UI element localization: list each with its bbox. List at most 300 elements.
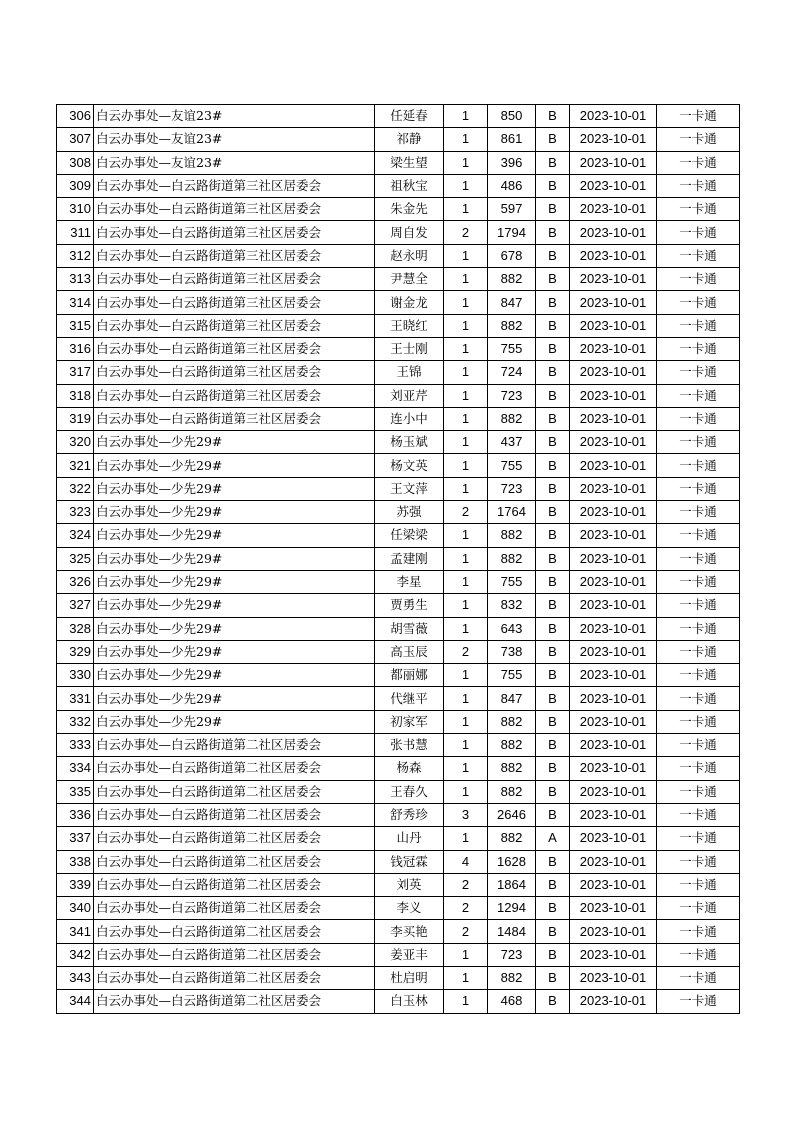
table-row [57, 268, 740, 291]
household-count-cell: 3 [444, 803, 488, 826]
address-cell: 白云办事处—少先29# [94, 501, 375, 524]
amount-cell: 882 [488, 966, 536, 989]
row-number: 340 [57, 897, 94, 920]
date-cell: 2023-10-01 [570, 734, 657, 757]
amount-cell: 882 [488, 734, 536, 757]
table-row [57, 384, 740, 407]
amount-cell: 861 [488, 128, 536, 151]
category-cell: B [536, 128, 570, 151]
household-count-cell: 2 [444, 920, 488, 943]
name-cell: 舒秀珍 [375, 803, 444, 826]
name-cell: 王晓红 [375, 314, 444, 337]
table-row [57, 524, 740, 547]
row-number: 328 [57, 617, 94, 640]
household-count-cell: 1 [444, 594, 488, 617]
table-row [57, 547, 740, 570]
table-row [57, 501, 740, 524]
date-cell: 2023-10-01 [570, 268, 657, 291]
category-cell: B [536, 920, 570, 943]
address-cell: 白云办事处—白云路街道第三社区居委会 [94, 268, 375, 291]
amount-cell: 882 [488, 268, 536, 291]
table-row [57, 780, 740, 803]
category-cell: B [536, 570, 570, 593]
date-cell: 2023-10-01 [570, 570, 657, 593]
row-number: 335 [57, 780, 94, 803]
category-cell: B [536, 314, 570, 337]
table-row [57, 570, 740, 593]
row-number: 307 [57, 128, 94, 151]
row-number: 341 [57, 920, 94, 943]
payment-method-cell: 一卡通 [657, 827, 740, 850]
name-cell: 孟建刚 [375, 547, 444, 570]
address-cell: 白云办事处—白云路街道第三社区居委会 [94, 384, 375, 407]
table-row [57, 920, 740, 943]
household-count-cell: 1 [444, 361, 488, 384]
household-count-cell: 1 [444, 734, 488, 757]
payment-method-cell: 一卡通 [657, 966, 740, 989]
amount-cell: 755 [488, 664, 536, 687]
row-number: 334 [57, 757, 94, 780]
date-cell: 2023-10-01 [570, 710, 657, 733]
amount-cell: 597 [488, 198, 536, 221]
address-cell: 白云办事处—白云路街道第三社区居委会 [94, 407, 375, 430]
table-row [57, 710, 740, 733]
table-row [57, 827, 740, 850]
table-row [57, 221, 740, 244]
category-cell: B [536, 873, 570, 896]
amount-cell: 1794 [488, 221, 536, 244]
payment-method-cell: 一卡通 [657, 314, 740, 337]
row-number: 320 [57, 431, 94, 454]
household-count-cell: 1 [444, 943, 488, 966]
name-cell: 连小中 [375, 407, 444, 430]
name-cell: 梁生望 [375, 151, 444, 174]
category-cell: B [536, 268, 570, 291]
amount-cell: 755 [488, 337, 536, 360]
household-count-cell: 1 [444, 268, 488, 291]
row-number: 319 [57, 407, 94, 430]
amount-cell: 755 [488, 570, 536, 593]
row-number: 333 [57, 734, 94, 757]
date-cell: 2023-10-01 [570, 151, 657, 174]
table-row [57, 664, 740, 687]
table-row [57, 454, 740, 477]
date-cell: 2023-10-01 [570, 501, 657, 524]
payment-method-cell: 一卡通 [657, 780, 740, 803]
date-cell: 2023-10-01 [570, 477, 657, 500]
row-number: 337 [57, 827, 94, 850]
payment-method-cell: 一卡通 [657, 943, 740, 966]
name-cell: 朱金先 [375, 198, 444, 221]
payment-method-cell: 一卡通 [657, 687, 740, 710]
payment-method-cell: 一卡通 [657, 361, 740, 384]
date-cell: 2023-10-01 [570, 314, 657, 337]
address-cell: 白云办事处—白云路街道第三社区居委会 [94, 221, 375, 244]
row-number: 344 [57, 990, 94, 1013]
address-cell: 白云办事处—白云路街道第二社区居委会 [94, 757, 375, 780]
name-cell: 钱冠霖 [375, 850, 444, 873]
payment-method-cell: 一卡通 [657, 198, 740, 221]
household-count-cell: 1 [444, 151, 488, 174]
payment-method-cell: 一卡通 [657, 897, 740, 920]
payment-method-cell: 一卡通 [657, 524, 740, 547]
payment-method-cell: 一卡通 [657, 710, 740, 733]
row-number: 343 [57, 966, 94, 989]
date-cell: 2023-10-01 [570, 687, 657, 710]
row-number: 336 [57, 803, 94, 826]
household-count-cell: 1 [444, 966, 488, 989]
table-row [57, 803, 740, 826]
address-cell: 白云办事处—白云路街道第二社区居委会 [94, 920, 375, 943]
date-cell: 2023-10-01 [570, 594, 657, 617]
household-count-cell: 1 [444, 664, 488, 687]
row-number: 338 [57, 850, 94, 873]
payment-method-cell: 一卡通 [657, 454, 740, 477]
household-count-cell: 1 [444, 337, 488, 360]
date-cell: 2023-10-01 [570, 990, 657, 1013]
payment-method-cell: 一卡通 [657, 990, 740, 1013]
table-row [57, 407, 740, 430]
date-cell: 2023-10-01 [570, 617, 657, 640]
address-cell: 白云办事处—少先29# [94, 640, 375, 663]
household-count-cell: 1 [444, 174, 488, 197]
amount-cell: 882 [488, 314, 536, 337]
name-cell: 山丹 [375, 827, 444, 850]
row-number: 317 [57, 361, 94, 384]
row-number: 326 [57, 570, 94, 593]
household-count-cell: 2 [444, 501, 488, 524]
payment-method-cell: 一卡通 [657, 431, 740, 454]
address-cell: 白云办事处—白云路街道第二社区居委会 [94, 780, 375, 803]
household-count-cell: 2 [444, 221, 488, 244]
household-count-cell: 1 [444, 757, 488, 780]
amount-cell: 723 [488, 943, 536, 966]
household-count-cell: 1 [444, 105, 488, 128]
category-cell: B [536, 291, 570, 314]
row-number: 309 [57, 174, 94, 197]
table-row [57, 734, 740, 757]
name-cell: 初家军 [375, 710, 444, 733]
amount-cell: 847 [488, 291, 536, 314]
table-row [57, 174, 740, 197]
amount-cell: 882 [488, 780, 536, 803]
amount-cell: 486 [488, 174, 536, 197]
payment-method-cell: 一卡通 [657, 803, 740, 826]
name-cell: 都丽娜 [375, 664, 444, 687]
category-cell: B [536, 407, 570, 430]
name-cell: 周自发 [375, 221, 444, 244]
amount-cell: 1864 [488, 873, 536, 896]
row-number: 310 [57, 198, 94, 221]
household-count-cell: 1 [444, 314, 488, 337]
name-cell: 李义 [375, 897, 444, 920]
household-count-cell: 2 [444, 873, 488, 896]
address-cell: 白云办事处—白云路街道第三社区居委会 [94, 198, 375, 221]
amount-cell: 724 [488, 361, 536, 384]
amount-cell: 850 [488, 105, 536, 128]
payment-method-cell: 一卡通 [657, 268, 740, 291]
amount-cell: 1484 [488, 920, 536, 943]
category-cell: B [536, 174, 570, 197]
category-cell: B [536, 477, 570, 500]
household-count-cell: 1 [444, 128, 488, 151]
category-cell: B [536, 710, 570, 733]
payment-method-cell: 一卡通 [657, 594, 740, 617]
amount-cell: 847 [488, 687, 536, 710]
roster-body [57, 105, 740, 1014]
name-cell: 祁静 [375, 128, 444, 151]
address-cell: 白云办事处—少先29# [94, 477, 375, 500]
table-row [57, 617, 740, 640]
date-cell: 2023-10-01 [570, 407, 657, 430]
date-cell: 2023-10-01 [570, 966, 657, 989]
date-cell: 2023-10-01 [570, 757, 657, 780]
payment-method-cell: 一卡通 [657, 501, 740, 524]
name-cell: 王文萍 [375, 477, 444, 500]
payment-method-cell: 一卡通 [657, 477, 740, 500]
category-cell: A [536, 827, 570, 850]
amount-cell: 437 [488, 431, 536, 454]
category-cell: B [536, 943, 570, 966]
amount-cell: 1764 [488, 501, 536, 524]
date-cell: 2023-10-01 [570, 780, 657, 803]
table-row [57, 477, 740, 500]
row-number: 316 [57, 337, 94, 360]
address-cell: 白云办事处—白云路街道第三社区居委会 [94, 244, 375, 267]
row-number: 332 [57, 710, 94, 733]
date-cell: 2023-10-01 [570, 337, 657, 360]
category-cell: B [536, 198, 570, 221]
household-count-cell: 2 [444, 640, 488, 663]
date-cell: 2023-10-01 [570, 897, 657, 920]
row-number: 318 [57, 384, 94, 407]
amount-cell: 723 [488, 384, 536, 407]
category-cell: B [536, 803, 570, 826]
row-number: 306 [57, 105, 94, 128]
address-cell: 白云办事处—白云路街道第三社区居委会 [94, 314, 375, 337]
amount-cell: 396 [488, 151, 536, 174]
category-cell: B [536, 431, 570, 454]
category-cell: B [536, 244, 570, 267]
date-cell: 2023-10-01 [570, 454, 657, 477]
table-row [57, 594, 740, 617]
table-row [57, 966, 740, 989]
amount-cell: 643 [488, 617, 536, 640]
category-cell: B [536, 337, 570, 360]
payment-method-cell: 一卡通 [657, 640, 740, 663]
category-cell: B [536, 990, 570, 1013]
date-cell: 2023-10-01 [570, 850, 657, 873]
amount-cell: 468 [488, 990, 536, 1013]
table-row [57, 990, 740, 1013]
row-number: 342 [57, 943, 94, 966]
household-count-cell: 1 [444, 780, 488, 803]
date-cell: 2023-10-01 [570, 664, 657, 687]
category-cell: B [536, 501, 570, 524]
table-row [57, 431, 740, 454]
household-count-cell: 1 [444, 827, 488, 850]
name-cell: 祖秋宝 [375, 174, 444, 197]
date-cell: 2023-10-01 [570, 547, 657, 570]
table-row [57, 361, 740, 384]
amount-cell: 723 [488, 477, 536, 500]
name-cell: 张书慧 [375, 734, 444, 757]
payment-method-cell: 一卡通 [657, 850, 740, 873]
roster-table [56, 104, 740, 1014]
table-row [57, 128, 740, 151]
category-cell: B [536, 687, 570, 710]
name-cell: 刘亚芹 [375, 384, 444, 407]
category-cell: B [536, 221, 570, 244]
payment-method-cell: 一卡通 [657, 384, 740, 407]
date-cell: 2023-10-01 [570, 105, 657, 128]
name-cell: 谢金龙 [375, 291, 444, 314]
household-count-cell: 1 [444, 547, 488, 570]
name-cell: 杨文英 [375, 454, 444, 477]
category-cell: B [536, 734, 570, 757]
category-cell: B [536, 454, 570, 477]
category-cell: B [536, 361, 570, 384]
date-cell: 2023-10-01 [570, 920, 657, 943]
table-row [57, 897, 740, 920]
table-row [57, 151, 740, 174]
address-cell: 白云办事处—友谊23# [94, 151, 375, 174]
address-cell: 白云办事处—少先29# [94, 570, 375, 593]
amount-cell: 882 [488, 710, 536, 733]
date-cell: 2023-10-01 [570, 291, 657, 314]
household-count-cell: 1 [444, 384, 488, 407]
address-cell: 白云办事处—白云路街道第二社区居委会 [94, 943, 375, 966]
table-row [57, 291, 740, 314]
payment-method-cell: 一卡通 [657, 617, 740, 640]
payment-method-cell: 一卡通 [657, 337, 740, 360]
row-number: 315 [57, 314, 94, 337]
table-row [57, 873, 740, 896]
date-cell: 2023-10-01 [570, 361, 657, 384]
table-row [57, 687, 740, 710]
category-cell: B [536, 966, 570, 989]
amount-cell: 2646 [488, 803, 536, 826]
address-cell: 白云办事处—少先29# [94, 524, 375, 547]
name-cell: 杜启明 [375, 966, 444, 989]
payment-method-cell: 一卡通 [657, 151, 740, 174]
table-row [57, 640, 740, 663]
address-cell: 白云办事处—少先29# [94, 664, 375, 687]
address-cell: 白云办事处—白云路街道第二社区居委会 [94, 734, 375, 757]
household-count-cell: 1 [444, 687, 488, 710]
amount-cell: 832 [488, 594, 536, 617]
address-cell: 白云办事处—少先29# [94, 687, 375, 710]
name-cell: 王春久 [375, 780, 444, 803]
category-cell: B [536, 897, 570, 920]
amount-cell: 882 [488, 547, 536, 570]
amount-cell: 882 [488, 524, 536, 547]
address-cell: 白云办事处—白云路街道第三社区居委会 [94, 337, 375, 360]
household-count-cell: 1 [444, 617, 488, 640]
row-number: 331 [57, 687, 94, 710]
payment-method-cell: 一卡通 [657, 244, 740, 267]
row-number: 308 [57, 151, 94, 174]
household-count-cell: 1 [444, 244, 488, 267]
address-cell: 白云办事处—白云路街道第三社区居委会 [94, 291, 375, 314]
address-cell: 白云办事处—白云路街道第二社区居委会 [94, 990, 375, 1013]
household-count-cell: 4 [444, 850, 488, 873]
table-row [57, 198, 740, 221]
date-cell: 2023-10-01 [570, 384, 657, 407]
row-number: 312 [57, 244, 94, 267]
household-count-cell: 1 [444, 407, 488, 430]
row-number: 314 [57, 291, 94, 314]
row-number: 339 [57, 873, 94, 896]
name-cell: 杨森 [375, 757, 444, 780]
row-number: 324 [57, 524, 94, 547]
household-count-cell: 1 [444, 524, 488, 547]
category-cell: B [536, 664, 570, 687]
date-cell: 2023-10-01 [570, 943, 657, 966]
row-number: 327 [57, 594, 94, 617]
payment-method-cell: 一卡通 [657, 407, 740, 430]
name-cell: 苏强 [375, 501, 444, 524]
row-number: 323 [57, 501, 94, 524]
payment-method-cell: 一卡通 [657, 547, 740, 570]
table-row [57, 943, 740, 966]
amount-cell: 882 [488, 407, 536, 430]
category-cell: B [536, 757, 570, 780]
name-cell: 刘英 [375, 873, 444, 896]
amount-cell: 738 [488, 640, 536, 663]
household-count-cell: 1 [444, 431, 488, 454]
category-cell: B [536, 594, 570, 617]
amount-cell: 755 [488, 454, 536, 477]
address-cell: 白云办事处—白云路街道第二社区居委会 [94, 803, 375, 826]
row-number: 325 [57, 547, 94, 570]
date-cell: 2023-10-01 [570, 873, 657, 896]
household-count-cell: 1 [444, 990, 488, 1013]
category-cell: B [536, 524, 570, 547]
name-cell: 李买艳 [375, 920, 444, 943]
date-cell: 2023-10-01 [570, 221, 657, 244]
row-number: 311 [57, 221, 94, 244]
date-cell: 2023-10-01 [570, 524, 657, 547]
payment-method-cell: 一卡通 [657, 734, 740, 757]
name-cell: 高玉辰 [375, 640, 444, 663]
household-count-cell: 2 [444, 897, 488, 920]
date-cell: 2023-10-01 [570, 174, 657, 197]
table-row [57, 314, 740, 337]
address-cell: 白云办事处—白云路街道第二社区居委会 [94, 897, 375, 920]
row-number: 321 [57, 454, 94, 477]
household-count-cell: 1 [444, 570, 488, 593]
name-cell: 王士刚 [375, 337, 444, 360]
category-cell: B [536, 105, 570, 128]
address-cell: 白云办事处—白云路街道第二社区居委会 [94, 850, 375, 873]
row-number: 330 [57, 664, 94, 687]
payment-method-cell: 一卡通 [657, 873, 740, 896]
category-cell: B [536, 780, 570, 803]
payment-method-cell: 一卡通 [657, 105, 740, 128]
payment-method-cell: 一卡通 [657, 128, 740, 151]
address-cell: 白云办事处—少先29# [94, 547, 375, 570]
address-cell: 白云办事处—友谊23# [94, 105, 375, 128]
category-cell: B [536, 384, 570, 407]
address-cell: 白云办事处—白云路街道第二社区居委会 [94, 966, 375, 989]
address-cell: 白云办事处—白云路街道第三社区居委会 [94, 361, 375, 384]
table-row [57, 244, 740, 267]
category-cell: B [536, 151, 570, 174]
name-cell: 尹慧全 [375, 268, 444, 291]
payment-method-cell: 一卡通 [657, 221, 740, 244]
household-count-cell: 1 [444, 477, 488, 500]
